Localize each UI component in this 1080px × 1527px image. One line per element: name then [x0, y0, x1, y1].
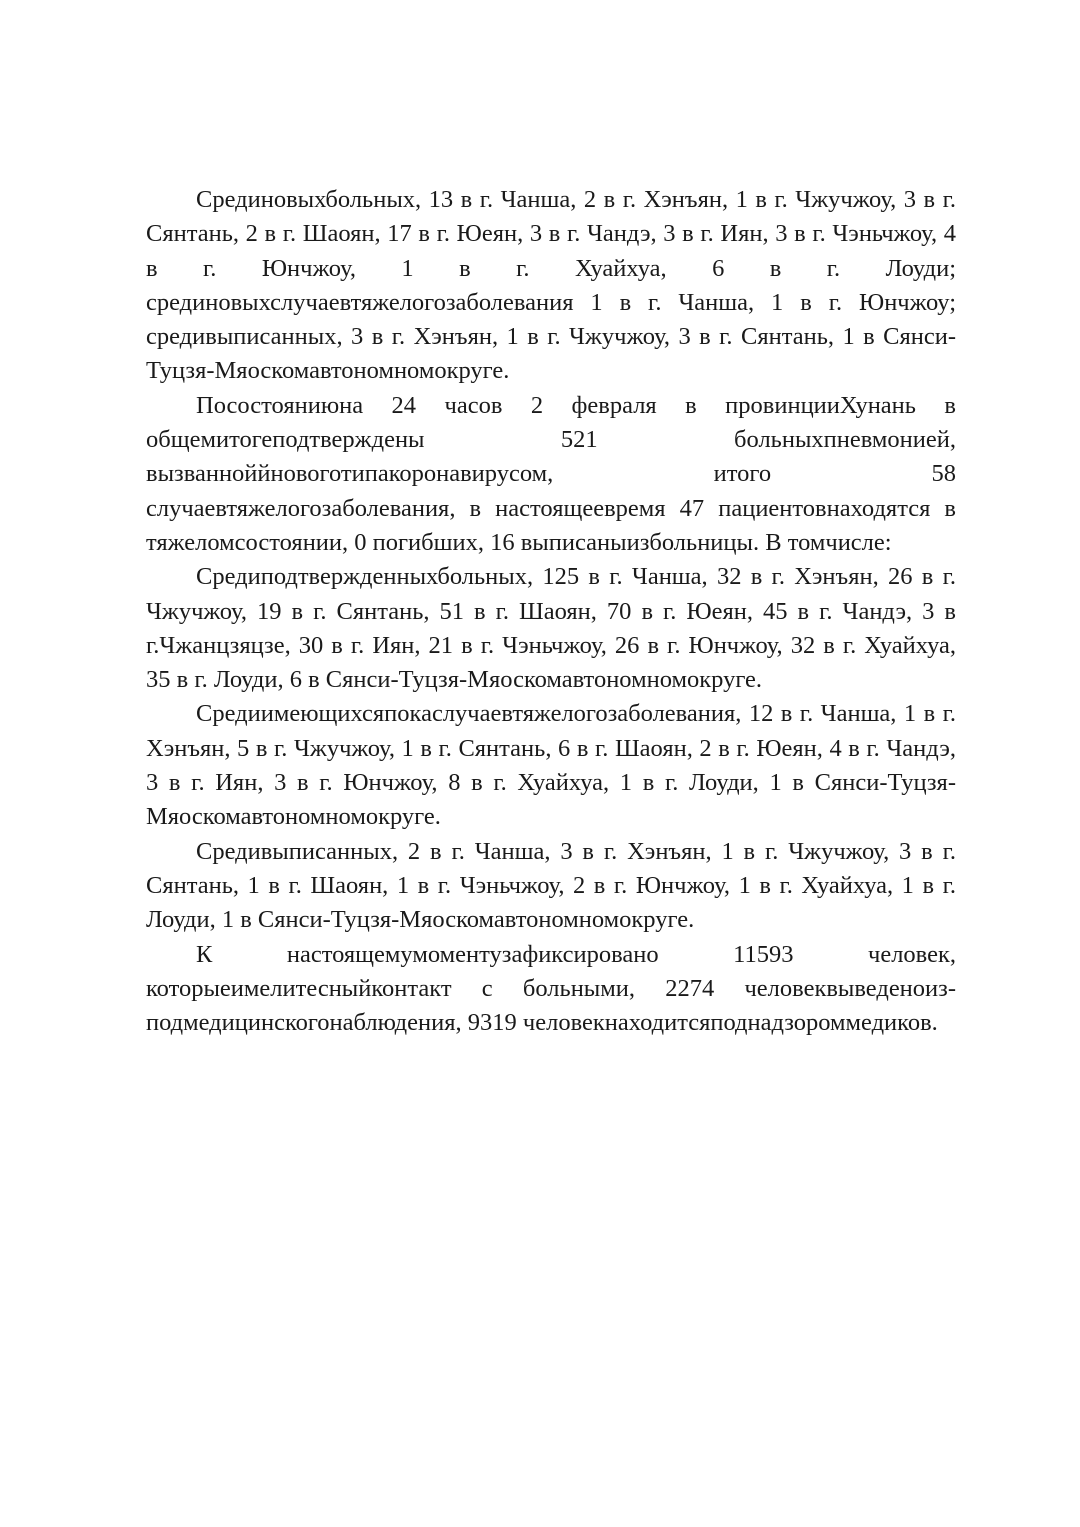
- paragraph-new-cases: Срединовыхбольных, 13 в г. Чанша, 2 в г. Хэнъян, 1 в г. Чжучжоу, 3 в г. Сянтань, 2 в г. Шаоян, 17 в г. Юеян, 3 в г. Чандэ, 3 в г. Иян, 3 в г. Чэньчжоу, 4 в г. Юнчжоу, 1 в г. Хуайхуа, 6 в г. Лоуди; срединовыхслучаевтяжелогозаболевания 1 в г. Чанша, 1 в г. Юнчжоу; средивыписанных, 3 в г. Хэнъян, 1 в г. Чжучжоу, 3 в г. Сянтань, 1 в Сянси-Туцзя-Мяоскомавтономномокруге.: [146, 186, 956, 385]
- document-body: [146, 183, 956, 1040]
- paragraph-discharged-by-city: Средивыписанных, 2 в г. Чанша, 3 в г. Хэнъян, 1 в г. Чжучжоу, 3 в г. Сянтань, 1 в г. Шаоян, 1 в г. Чэньчжоу, 2 в г. Юнчжоу, 1 в г. Хуайхуа, 1 в г. Лоуди, 1 в Сянси-Туцзя-Мяоскомавтономномокруге.: [146, 837, 956, 934]
- paragraph-close-contacts: К настоящемумоментузафиксировано 11593 человек, которыеимелитесныйконтакт с больными, 2274 человеквыведеноиз-подмедицинскогонаблюдения, 9319 человекнаходитсяподнадзороммедиков.: [146, 940, 956, 1037]
- paragraph-confirmed-by-city: Средиподтвержденныхбольных, 125 в г. Чанша, 32 в г. Хэнъян, 26 в г. Чжучжоу, 19 в г. Сянтань, 51 в г. Шаоян, 70 в г. Юеян, 45 в г. Чандэ, 3 в г.Чжанцзяцзе, 30 в г. Иян, 21 в г. Чэньчжоу, 26 в г. Юнчжоу, 32 в г. Хуайхуа, 35 в г. Лоуди, 6 в Сянси-Туцзя-Мяоскомавтономномокруге.: [146, 563, 956, 694]
- paragraph-severe-by-city: Средиимеющихсяпокаслучаевтяжелогозаболевания, 12 в г. Чанша, 1 в г. Хэнъян, 5 в г. Чжучжоу, 1 в г. Сянтань, 6 в г. Шаоян, 2 в г. Юеян, 4 в г. Чандэ, 3 в г. Иян, 3 в г. Юнчжоу, 8 в г. Хуайхуа, 1 в г. Лоуди, 1 в Сянси-Туцзя-Мяоскомавтономномокруге.: [146, 700, 956, 831]
- paragraph-province-summary: Посостояниюна 24 часов 2 февраля в провинцииХунань в общемитогеподтверждены 521 больныхпневмонией, вызванноййновоготипакоронавирусом, итого 58 случаевтяжелогозаболевания, в настоящеевремя 47 пациентовнаходятся в тяжеломсостоянии, 0 погибших, 16 выписаныизбольницы. В томчисле:: [146, 391, 956, 556]
